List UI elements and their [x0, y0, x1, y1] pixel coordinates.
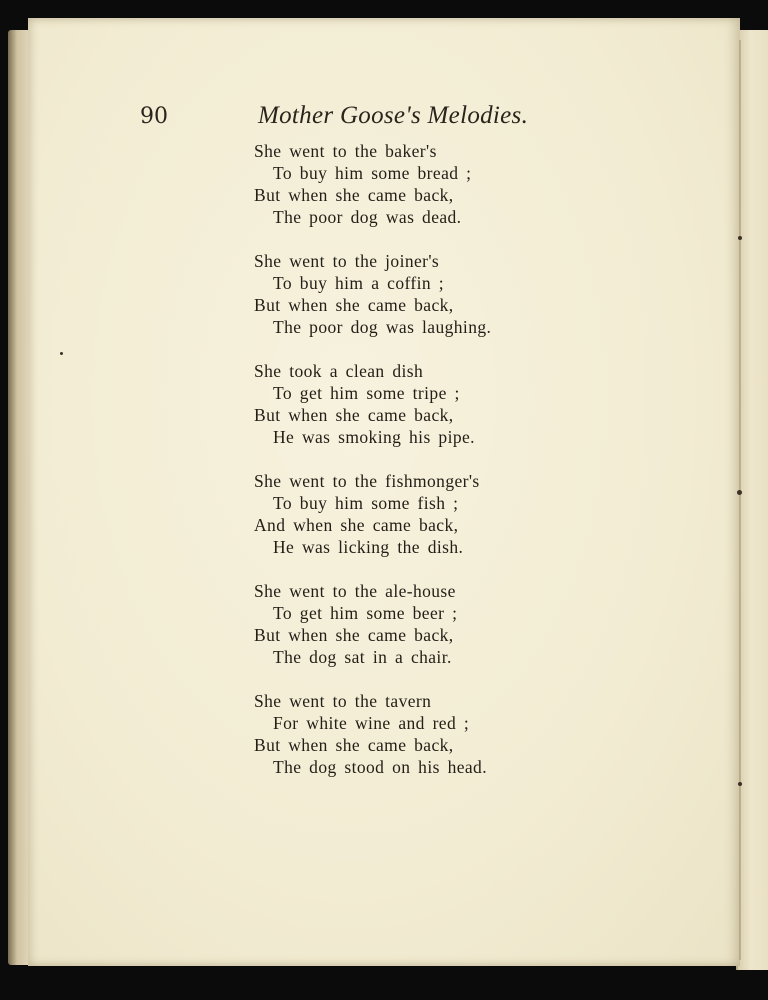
- stanza: [254, 580, 491, 668]
- poem-line: For white wine and red ;: [273, 713, 470, 733]
- poem-line: To buy him some bread ;: [273, 163, 472, 183]
- poem-line: And when she came back,: [254, 515, 459, 535]
- poem-line: But when she came back,: [254, 295, 454, 315]
- poem-line: The dog sat in a chair.: [273, 647, 452, 667]
- poem-line: She went to the fishmonger's: [254, 471, 480, 491]
- poem-line: To get him some tripe ;: [273, 383, 460, 403]
- poem-line: To buy him a coffin ;: [273, 273, 445, 293]
- poem-line: She went to the joiner's: [254, 251, 440, 271]
- poem-line: But when she came back,: [254, 405, 454, 425]
- running-title: Mother Goose's Melodies.: [258, 102, 529, 129]
- stanza: [254, 470, 491, 558]
- poem-line: He was smoking his pipe.: [273, 427, 475, 447]
- stanza: [254, 250, 491, 338]
- poem-line: She went to the ale-house: [254, 581, 456, 601]
- poem-line: She went to the tavern: [254, 691, 432, 711]
- poem-line: To get him some beer ;: [273, 603, 458, 623]
- poem-line: The poor dog was dead.: [273, 207, 462, 227]
- stanza: [254, 360, 491, 448]
- poem-line: He was licking the dish.: [273, 537, 464, 557]
- paper-speck: [738, 236, 742, 240]
- poem-text: [254, 140, 491, 800]
- paper-speck: [60, 352, 63, 355]
- page-fold-line: [739, 40, 741, 960]
- poem-line: She took a clean dish: [254, 361, 424, 381]
- stanza: [254, 140, 491, 228]
- poem-line: To buy him some fish ;: [273, 493, 459, 513]
- paper-speck: [737, 490, 742, 495]
- poem-line: The dog stood on his head.: [273, 757, 487, 777]
- poem-line: But when she came back,: [254, 735, 454, 755]
- poem-line: But when she came back,: [254, 625, 454, 645]
- poem-line: But when she came back,: [254, 185, 454, 205]
- stanza: [254, 690, 491, 778]
- poem-line: The poor dog was laughing.: [273, 317, 492, 337]
- page-number: 90: [140, 104, 168, 129]
- poem-line: She went to the baker's: [254, 141, 437, 161]
- paper-speck: [738, 782, 742, 786]
